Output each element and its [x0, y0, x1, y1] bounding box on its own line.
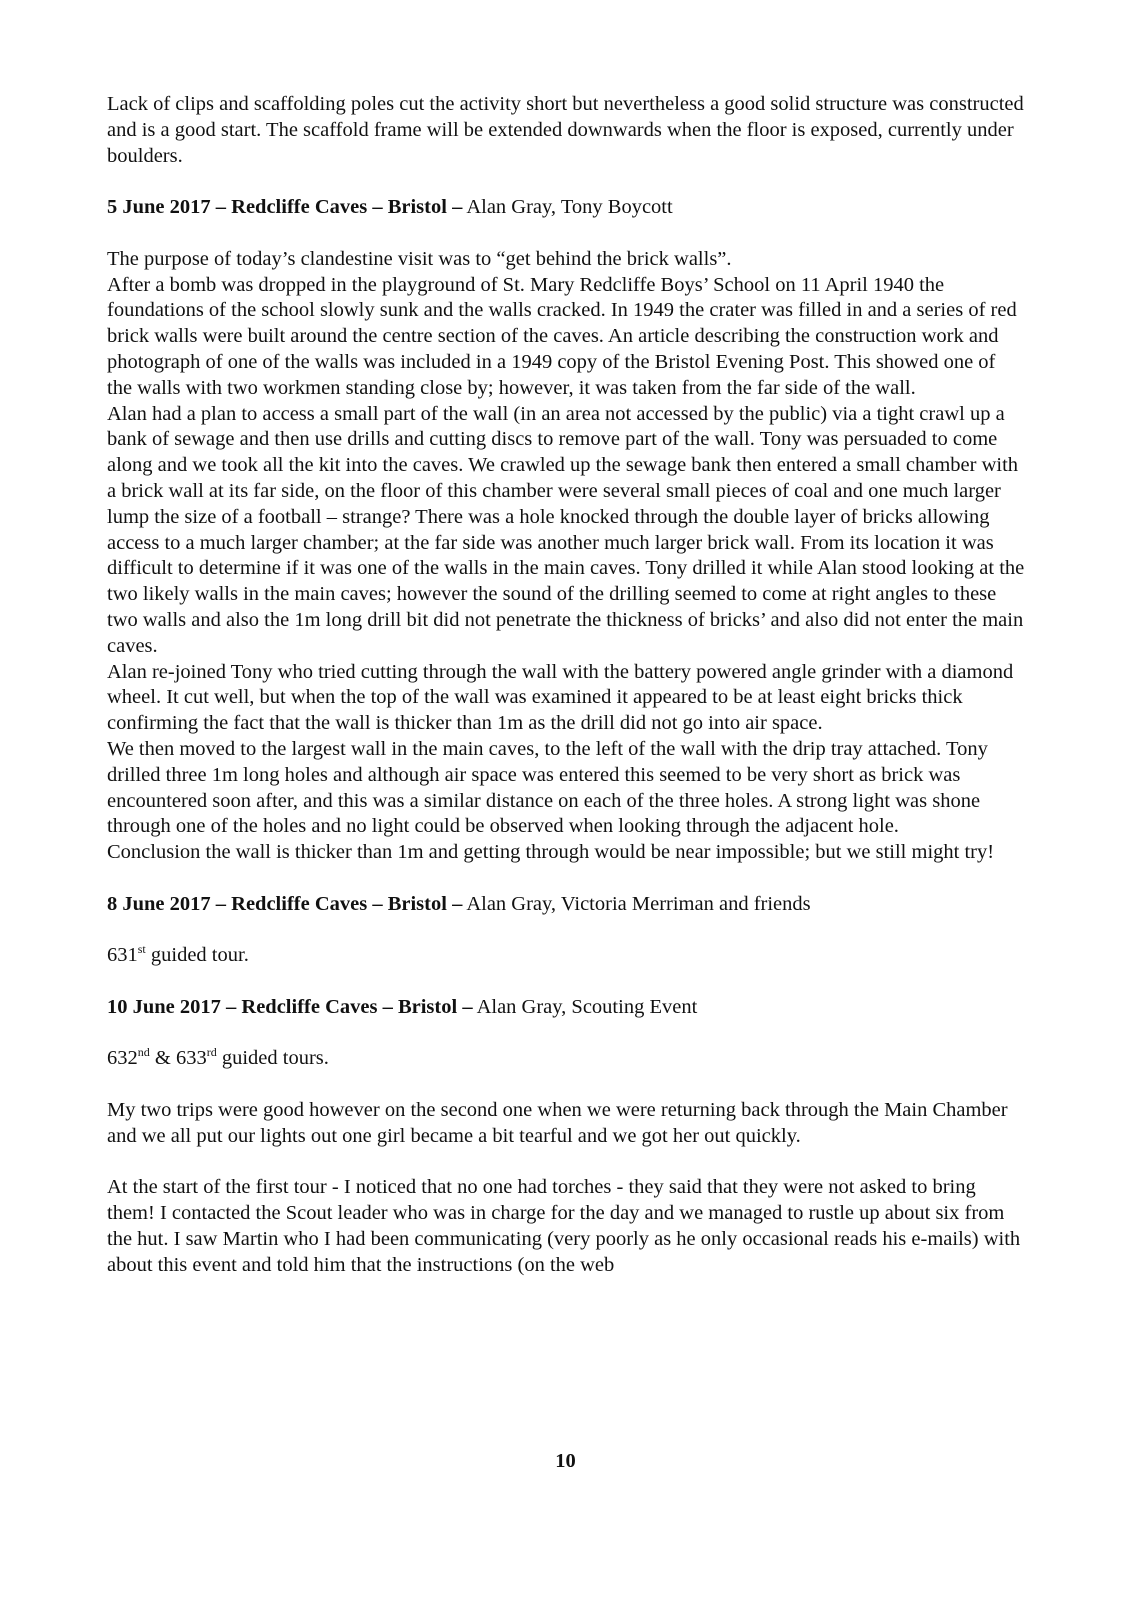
dash: –: [452, 196, 463, 219]
tour-number: 633: [175, 1047, 207, 1070]
entry-body: [107, 247, 1025, 866]
paragraph-text: My two trips were good however on the second one when we were returning back through the Main Chamber and we all put our lights out one girl became a bit tearful and we got her out quickly.: [107, 1099, 1008, 1147]
document-page: [107, 92, 1025, 1304]
entry-date: 5 June 2017: [107, 196, 211, 219]
entry-location: Redcliffe Caves: [231, 892, 368, 915]
ordinal-suffix: rd: [206, 1045, 217, 1060]
entry-people: Alan Gray, Scouting Event: [476, 995, 698, 1018]
entry-city: Bristol: [397, 995, 458, 1018]
entry-location: Redcliffe Caves: [231, 196, 368, 219]
entry-location: Redcliffe Caves: [241, 995, 378, 1018]
ordinal-suffix: st: [137, 942, 146, 957]
entry-date: 10 June 2017: [107, 995, 221, 1018]
tour-line: [107, 1046, 1025, 1072]
tour-label: guided tour.: [150, 944, 249, 967]
dash: –: [372, 196, 383, 219]
ordinal-suffix: nd: [137, 1045, 150, 1060]
tour-label: guided tours.: [221, 1047, 329, 1070]
entry-body: [107, 1175, 1025, 1278]
paragraph-text: Alan had a plan to access a small part of the wall (in an area not accessed by the public) via a tight crawl up a bank of sewage and then use drills and cutting discs to remove part of the wall. Tony was persuaded to come along and we took all the kit into the caves. We crawled up the sewage bank then entered a small chamber with a brick wall at its far side, on the floor of this chamber were several small pieces of coal and one much larger lump the size of a football – strange? There was a hole knocked through the double layer of bricks allowing access to a much larger chamber; at the far side was another much larger brick wall. From its location it was difficult to determine if it was one of the walls in the main caves. Tony drilled it while Alan stood looking at the two likely walls in the main caves; however the sound of the drilling seemed to come at right angles to these two walls and also the 1m long drill bit did not penetrate the thickness of bricks’ and also did not enter the main caves.: [107, 402, 1025, 657]
page-number: 10: [555, 1450, 576, 1472]
entry-heading: [107, 195, 1025, 221]
paragraph-text: At the start of the first tour - I noticed that no one had torches - they said that they were not asked to bring them! I contacted the Scout leader who was in charge for the day and we managed to rustle up about six from the hut. I saw Martin who I had been communicating (very poorly as he only occasional reads his e-mails) with about this event and told him that the instructions (on the web: [107, 1176, 1021, 1276]
paragraph-text: The purpose of today’s clandestine visit was to “get behind the brick walls”.: [107, 247, 732, 270]
paragraph-text: Alan re-joined Tony who tried cutting through the wall with the battery powered angle grinder with a diamond wheel. It cut well, but when the top of the wall was examined it appeared to be at least eight bricks thick confirming the fact that the wall is thicker than 1m as the drill did not go into air space.: [107, 660, 1014, 735]
paragraph-text: We then moved to the largest wall in the main caves, to the left of the wall with the drip tray attached. Tony drilled three 1m long holes and although air space was entered this seemed to be very short as brick was encountered soon after, and this was a similar distance on each of the three holes. A strong light was shone through one of the holes and no light could be observed when looking through the adjacent hole.: [107, 737, 988, 838]
entry-body: [107, 1098, 1025, 1150]
ampersand: &: [154, 1047, 171, 1070]
dash: –: [462, 995, 473, 1018]
tour-number: 632: [107, 1047, 138, 1070]
entry-city: Bristol: [387, 892, 447, 915]
entry-people: Alan Gray, Tony Boycott: [466, 196, 673, 219]
tour-text: [107, 1046, 1025, 1072]
entry-city: Bristol: [387, 196, 447, 219]
dash: –: [382, 995, 393, 1018]
entry-heading: [107, 995, 1025, 1021]
paragraph-text: Lack of clips and scaffolding poles cut the activity short but nevertheless a good solid structure was constructed and is a good start. The scaffold frame will be extended downwards when the floor is exposed, currently under boulders.: [107, 93, 1024, 167]
dash: –: [215, 892, 227, 915]
tour-number: 631: [107, 944, 138, 967]
dash: –: [452, 892, 463, 915]
paragraph-text: After a bomb was dropped in the playground of St. Mary Redcliffe Boys’ School on 11 April 1940 the foundations of the school slowly sunk and the walls cracked. In 1949 the crater was filled in and a series of red brick walls were built around the centre section of the caves. An article describing the construction work and photograph of one of the walls was included in a 1949 copy of the Bristol Evening Post. This showed one of the walls with two workmen standing close by; however, it was taken from the far side of the wall.: [107, 273, 1017, 399]
dash: –: [226, 995, 237, 1018]
paragraph-text: Conclusion the wall is thicker than 1m and getting through would be near impossible; but we still might try!: [107, 841, 995, 864]
tour-text: [107, 943, 1025, 969]
entry-date: 8 June 2017: [107, 892, 211, 915]
intro-paragraph: [107, 92, 1025, 169]
entry-heading: [107, 892, 1025, 918]
dash: –: [372, 892, 383, 915]
dash: –: [215, 196, 227, 219]
tour-line: [107, 943, 1025, 969]
entry-people: Alan Gray, Victoria Merriman and friends: [466, 892, 811, 915]
